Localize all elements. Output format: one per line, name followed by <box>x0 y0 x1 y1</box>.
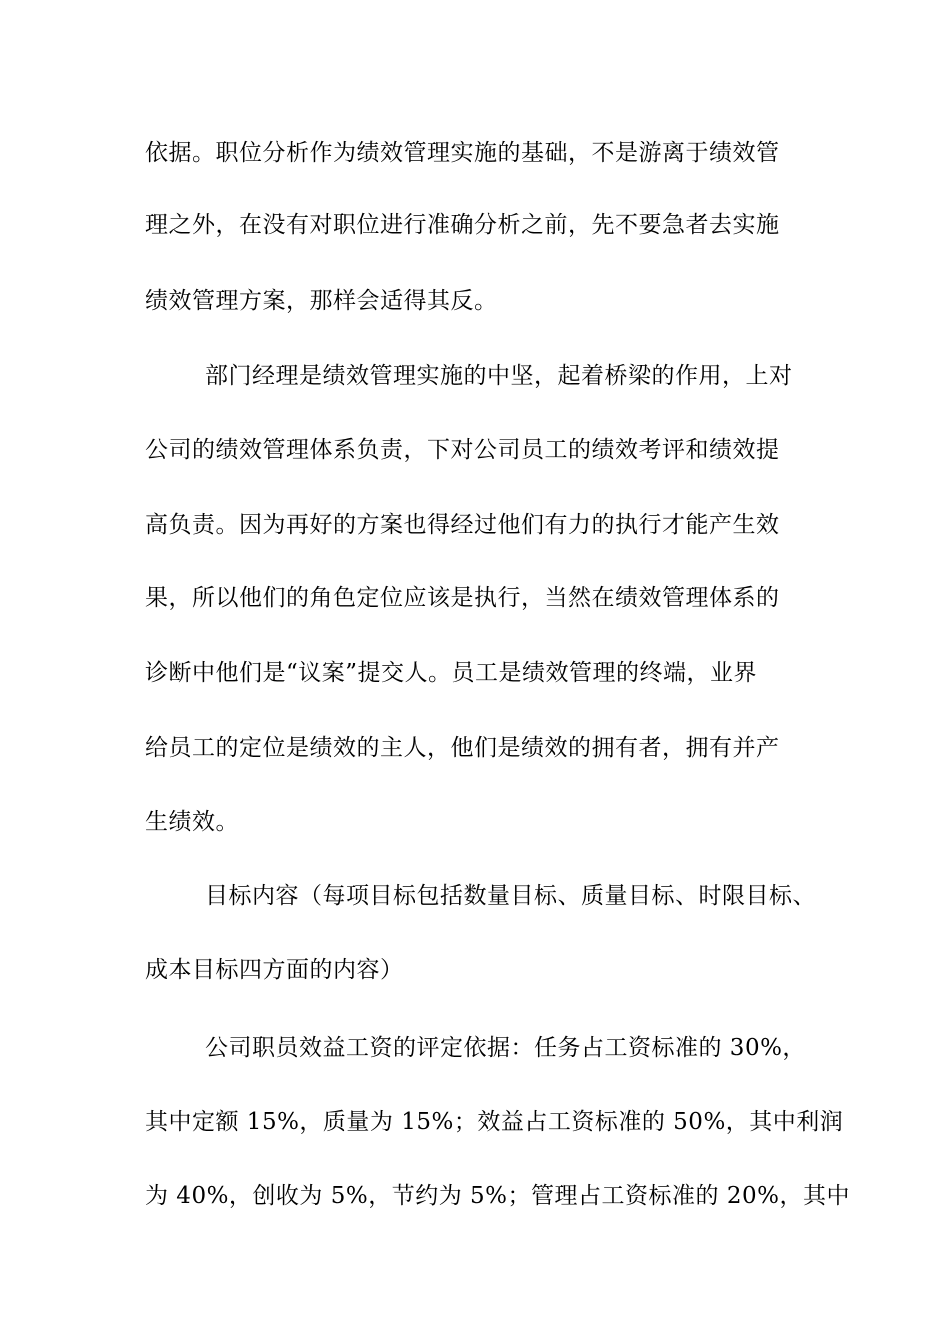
paragraph-line: 给员工的定位是绩效的主人，他们是绩效的拥有者，拥有并产 <box>145 735 780 761</box>
paragraph-line: 理之外，在没有对职位进行准确分析之前，先不要急者去实施 <box>145 212 780 238</box>
paragraph-line: 为 40%，创收为 5%，节约为 5%；管理占工资标准的 20%，其中 <box>145 1183 850 1209</box>
paragraph-line: 其中定额 15%，质量为 15%；效益占工资标准的 50%，其中利润 <box>145 1109 844 1135</box>
paragraph-line: 成本目标四方面的内容） <box>145 957 404 983</box>
paragraph-line: 公司职员效益工资的评定依据：任务占工资标准的 30%， <box>205 1035 806 1061</box>
paragraph-line: 目标内容（每项目标包括数量目标、质量目标、时限目标、 <box>205 883 816 909</box>
paragraph-line: 生绩效。 <box>145 809 239 835</box>
paragraph-line: 依据。职位分析作为绩效管理实施的基础，不是游离于绩效管 <box>145 140 780 166</box>
paragraph-line: 绩效管理方案，那样会适得其反。 <box>145 288 498 314</box>
paragraph-line: 部门经理是绩效管理实施的中坚，起着桥梁的作用，上对 <box>205 363 793 389</box>
paragraph-line: 高负责。因为再好的方案也得经过他们有力的执行才能产生效 <box>145 512 780 538</box>
paragraph-line: 果，所以他们的角色定位应该是执行，当然在绩效管理体系的 <box>145 585 780 611</box>
paragraph-line: 诊断中他们是“议案”提交人。员工是绩效管理的终端，业界 <box>145 660 758 686</box>
paragraph-line: 公司的绩效管理体系负责，下对公司员工的绩效考评和绩效提 <box>145 437 780 463</box>
